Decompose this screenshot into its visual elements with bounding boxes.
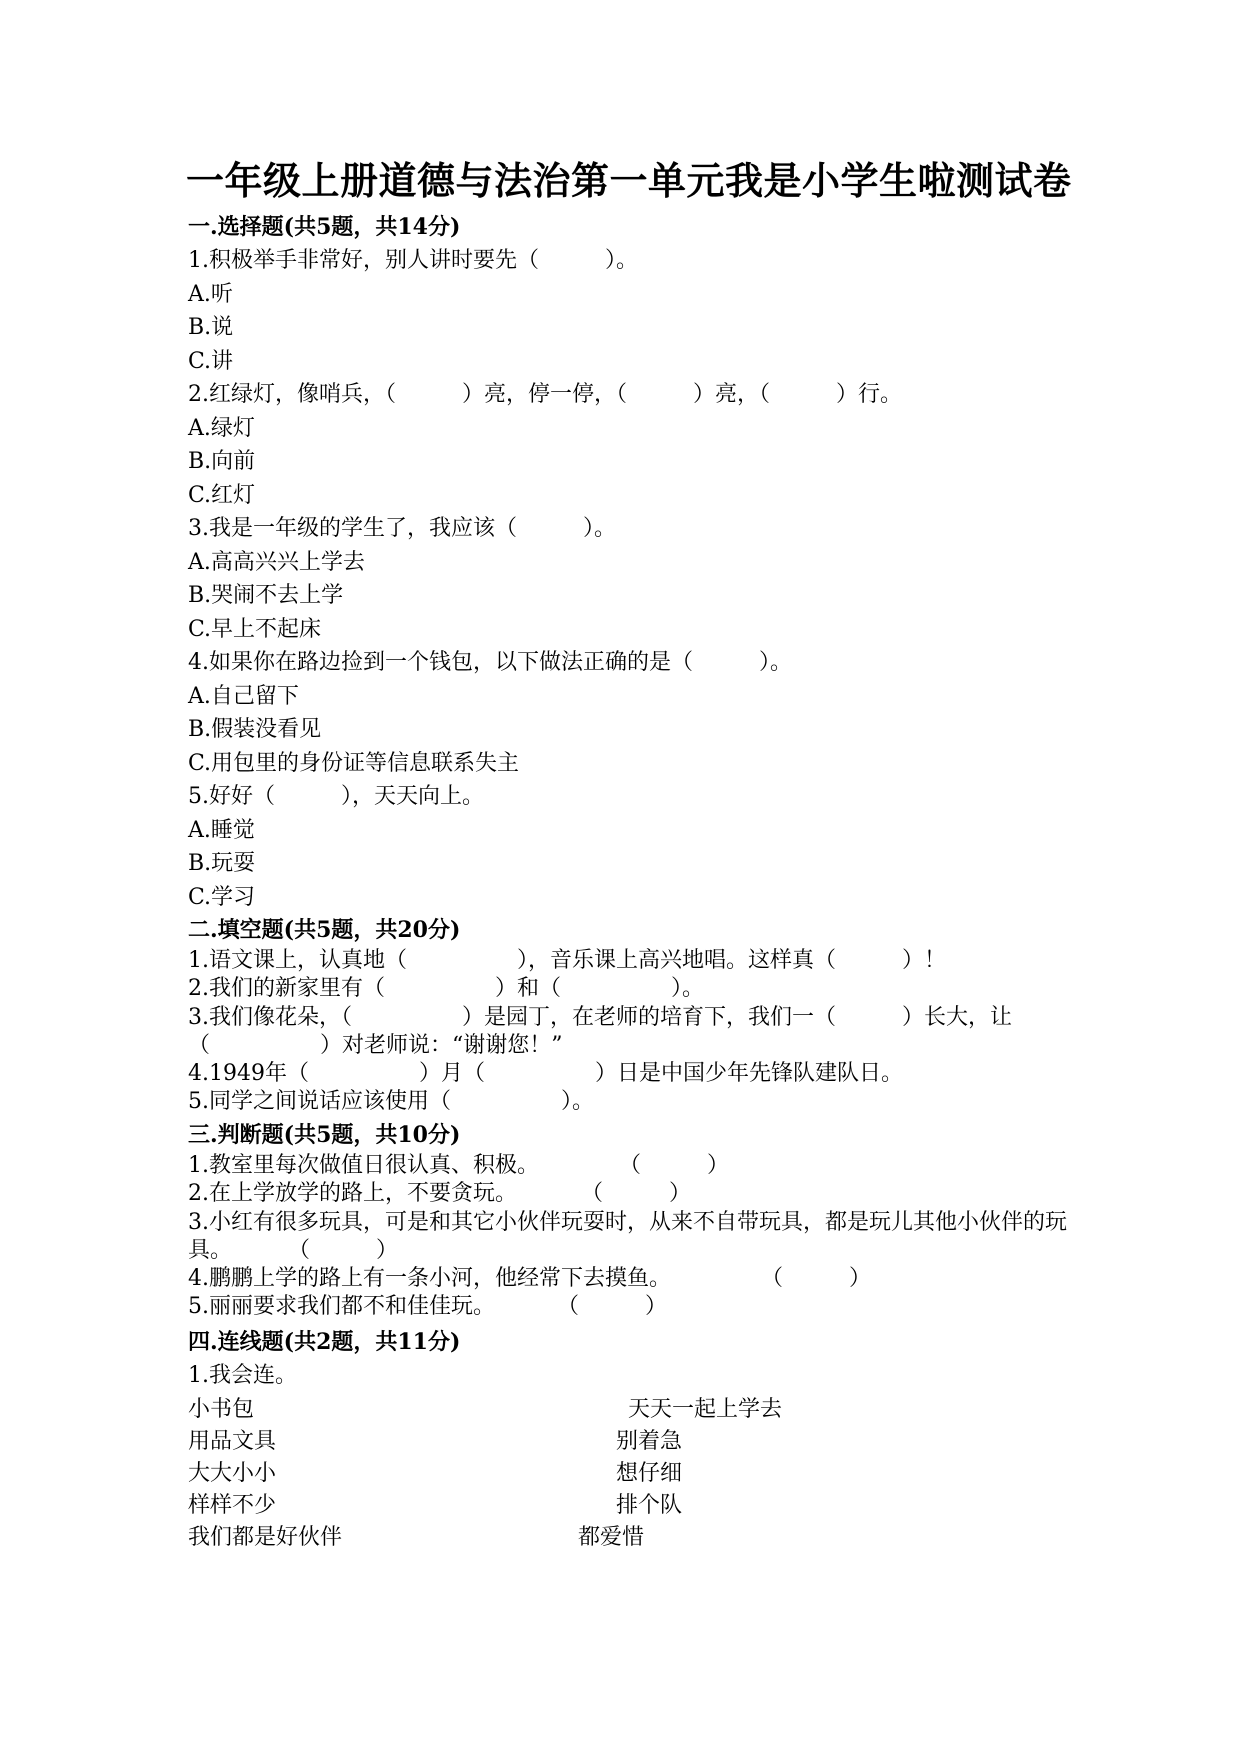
match-left-item: 样样不少 (188, 1493, 277, 1518)
fill-question: 1.语文课上，认真地（ ），音乐课上高兴地唱。这样真（ ）！ (188, 948, 946, 973)
section-heading-match: 四.连线题(共2题，共11分) (188, 1328, 461, 1355)
fill-question: 2.我们的新家里有（ ）和（ ）。 (188, 976, 704, 1001)
match-right-item: 排个队 (616, 1493, 683, 1518)
match-right-item: 都爱惜 (578, 1525, 645, 1550)
judge-text: 5.丽丽要求我们都不和佳佳玩。 (188, 1294, 495, 1319)
option: B.假装没看见 (188, 717, 322, 742)
option: A.听 (188, 281, 233, 307)
judge-question (188, 1265, 1068, 1294)
judge-question (188, 1152, 1068, 1181)
question-stem: 3.我是一年级的学生了，我应该（ ）。 (188, 516, 616, 541)
option: C.用包里的身份证等信息联系失主 (188, 750, 520, 776)
match-question: 1.我会连。 (188, 1362, 297, 1388)
answer-blank: （ ） (581, 1181, 692, 1206)
question-stem: 5.好好（ ），天天向上。 (188, 784, 484, 809)
answer-blank: （ ） (557, 1294, 668, 1319)
answer-blank: （ ） (288, 1237, 399, 1263)
match-left-item: 我们都是好伙伴 (188, 1525, 343, 1550)
match-left-item: 小书包 (188, 1397, 255, 1422)
answer-blank: （ ） (761, 1265, 872, 1291)
section-heading-judge: 三.判断题(共5题，共10分) (188, 1121, 461, 1148)
page-title: 一年级上册道德与法治第一单元我是小学生啦测试卷 (186, 158, 1072, 203)
match-right-item: 天天一起上学去 (628, 1397, 783, 1422)
question-stem: 1.积极举手非常好，别人讲时要先（ ）。 (188, 248, 638, 273)
judge-question (188, 1180, 1068, 1209)
answer-blank: （ ） (619, 1152, 730, 1178)
option: C.早上不起床 (188, 616, 322, 642)
option: A.自己留下 (188, 683, 299, 709)
option: C.红灯 (188, 482, 256, 508)
section-heading-choice: 一.选择题(共5题，共14分) (188, 214, 461, 240)
option: B.哭闹不去上学 (188, 583, 344, 608)
match-columns (188, 1392, 1068, 1562)
option: B.玩耍 (188, 851, 256, 876)
match-left-item: 用品文具 (188, 1429, 277, 1454)
question-stem: 4.如果你在路边捡到一个钱包，以下做法正确的是（ ）。 (188, 650, 792, 675)
exam-page (186, 150, 1072, 1562)
option: C.学习 (188, 884, 256, 910)
section-heading-fill: 二.填空题(共5题，共20分) (188, 917, 461, 943)
fill-question: 4.1949年（ ）月（ ）日是中国少年先锋队建队日。 (188, 1060, 903, 1086)
match-right-item: 别着急 (616, 1429, 683, 1454)
match-right-item: 想仔细 (616, 1461, 683, 1486)
option: B.向前 (188, 449, 256, 474)
judge-question (188, 1293, 1068, 1322)
judge-text: 2.在上学放学的路上，不要贪玩。 (188, 1181, 517, 1206)
question-stem: 2.红绿灯，像哨兵，（ ）亮，停一停，（ ）亮，（ ）行。 (188, 382, 902, 407)
option: A.绿灯 (188, 415, 255, 441)
judge-text: 1.教室里每次做值日很认真、积极。 (188, 1152, 539, 1178)
option: A.高高兴兴上学去 (188, 549, 365, 575)
fill-question: 3.我们像花朵，（ ）是园丁，在老师的培育下，我们一（ ）长大，让（ ）对老师说：“谢谢您！” (188, 1004, 1012, 1058)
option: C.讲 (188, 348, 234, 374)
judge-text: 4.鹏鹏上学的路上有一条小河，他经常下去摸鱼。 (188, 1265, 671, 1291)
option: B.说 (188, 315, 234, 340)
judge-question (188, 1209, 1068, 1265)
match-left-item: 大大小小 (188, 1461, 277, 1486)
fill-question: 5.同学之间说话应该使用（ ）。 (188, 1089, 594, 1114)
judge-text: 3.小红有很多玩具，可是和其它小伙伴玩耍时，从来不自带玩具，都是玩儿其他小伙伴的玩具。 (188, 1209, 1067, 1263)
option: A.睡觉 (188, 817, 255, 843)
